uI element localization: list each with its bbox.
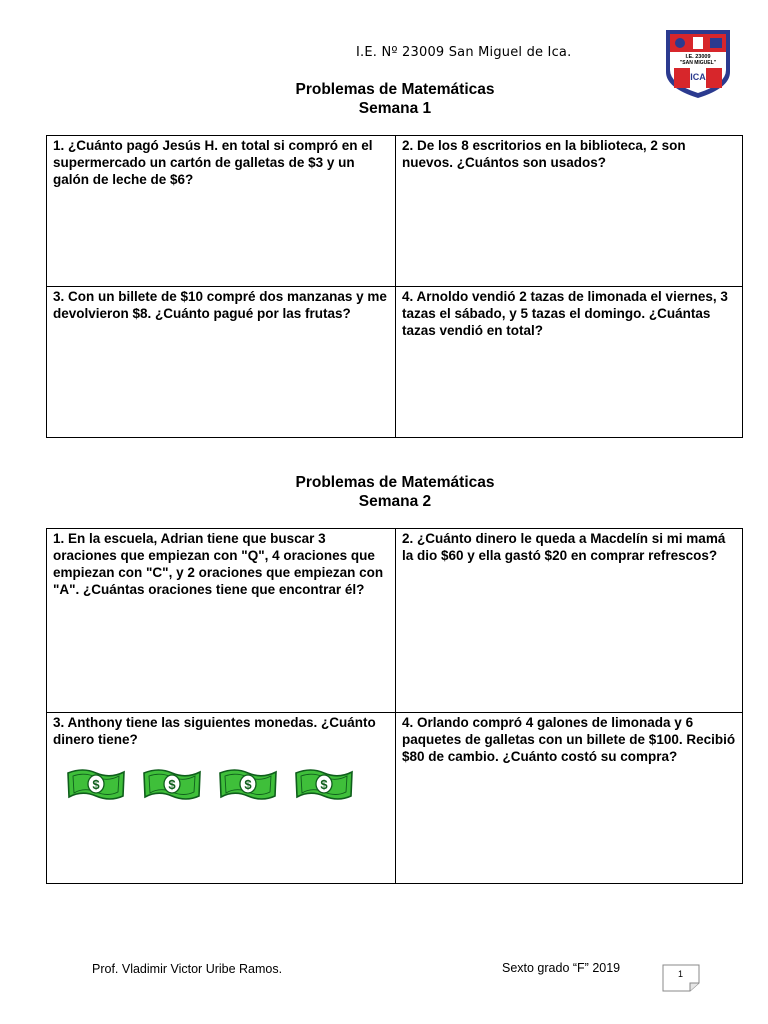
svg-text:$: $ bbox=[244, 777, 252, 792]
week1-problem-3: 3. Con un billete de $10 compré dos manzanas y me devolvieron $8. ¿Cuánto pagué por las frutas? bbox=[47, 287, 396, 438]
dollar-bill-icon bbox=[65, 765, 127, 803]
page-number: 1 bbox=[678, 969, 684, 979]
svg-text:ICA: ICA bbox=[690, 72, 706, 82]
week2-problem-2: 2. ¿Cuánto dinero le queda a Macdelín si mi mamá la dio $60 y ella gastó $20 en comprar refrescos? bbox=[396, 529, 743, 713]
week1-subtitle: Semana 1 bbox=[358, 100, 432, 117]
week2-problem-3: 3. Anthony tiene las siguientes monedas. ¿Cuánto dinero tiene? bbox=[53, 715, 376, 747]
svg-text:$: $ bbox=[320, 777, 328, 792]
week1-title: Problemas de Matemáticas bbox=[295, 81, 495, 98]
week1-problem-grid bbox=[46, 135, 743, 438]
svg-text:$: $ bbox=[168, 777, 176, 792]
dollar-bill-icon bbox=[141, 765, 203, 803]
school-name: I.E. Nº 23009 San Miguel de Ica. bbox=[356, 45, 572, 60]
week2-subtitle: Semana 2 bbox=[358, 493, 432, 510]
week2-problem-4: 4. Orlando compró 4 galones de limonada y 6 paquetes de galletas con un billete de $100. Recibió $80 de cambio. ¿Cuánto costó su compra? bbox=[396, 713, 743, 884]
grade-label: Sexto grado “F” 2019 bbox=[502, 961, 621, 975]
dollar-bill-icon bbox=[293, 765, 355, 803]
dollar-bills-row bbox=[65, 765, 389, 803]
svg-text:I.E. 23009: I.E. 23009 bbox=[685, 54, 711, 60]
svg-text:$: $ bbox=[92, 777, 100, 792]
week2-title: Problemas de Matemáticas bbox=[295, 474, 495, 491]
week1-problem-2: 2. De los 8 escritorios en la biblioteca, 2 son nuevos. ¿Cuántos son usados? bbox=[396, 136, 743, 287]
dollar-bill-icon bbox=[217, 765, 279, 803]
week1-problem-4: 4. Arnoldo vendió 2 tazas de limonada el viernes, 3 tazas el sábado, y 5 tazas el domingo. ¿Cuántas tazas vendió en total? bbox=[396, 287, 743, 438]
svg-text:"SAN MIGUEL": "SAN MIGUEL" bbox=[679, 60, 717, 66]
week1-problem-1: 1. ¿Cuánto pagó Jesús H. en total si compró en el supermercado un cartón de galletas de $3 y un galón de leche de $6? bbox=[47, 136, 396, 287]
teacher-name: Prof. Vladimir Victor Uribe Ramos. bbox=[92, 962, 283, 976]
week2-problem-1: 1. En la escuela, Adrian tiene que buscar 3 oraciones que empiezan con "Q", 4 oraciones que empiezan con "C", y 2 oraciones que empiezan con "A". ¿Cuántas oraciones tiene que encontrar él? bbox=[47, 529, 396, 713]
week2-problem-3-cell bbox=[47, 713, 396, 884]
week2-problem-grid bbox=[46, 528, 743, 884]
